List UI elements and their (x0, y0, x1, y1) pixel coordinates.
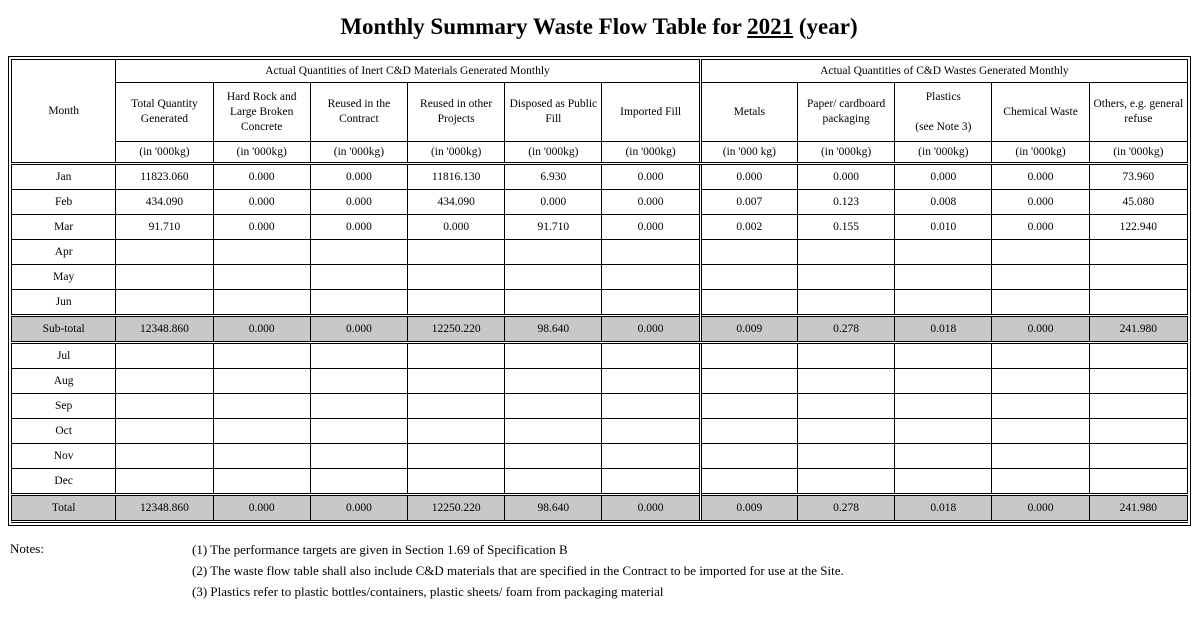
table-row (12, 444, 1188, 469)
value-cell (116, 369, 213, 394)
month-cell: Mar (12, 215, 116, 240)
value-cell (505, 419, 602, 444)
value-cell (116, 240, 213, 265)
unit-cell: (in '000kg) (213, 142, 310, 164)
column-header-label: Total Quantity Generated (131, 98, 198, 125)
value-cell: 0.000 (213, 215, 310, 240)
value-cell (505, 343, 602, 369)
value-cell (213, 394, 310, 419)
value-cell (602, 343, 700, 369)
value-cell: 122.940 (1089, 215, 1187, 240)
value-cell (700, 343, 797, 369)
table-body (12, 60, 1188, 522)
value-cell (895, 369, 992, 394)
value-cell (505, 369, 602, 394)
value-cell (213, 419, 310, 444)
value-cell: 0.018 (895, 495, 992, 522)
month-cell: Aug (12, 369, 116, 394)
month-cell: Jul (12, 343, 116, 369)
value-cell (213, 343, 310, 369)
value-cell (602, 444, 700, 469)
value-cell (505, 394, 602, 419)
unit-cell: (in '000kg) (895, 142, 992, 164)
value-cell: 0.000 (310, 190, 407, 215)
value-cell (310, 444, 407, 469)
value-cell (700, 369, 797, 394)
table-row (12, 394, 1188, 419)
group-header-inert: Actual Quantities of Inert C&D Materials Generated Monthly (116, 60, 700, 83)
value-cell (992, 343, 1089, 369)
value-cell: 0.000 (992, 316, 1089, 343)
unit-cell: (in '000kg) (602, 142, 700, 164)
value-cell (602, 419, 700, 444)
value-cell (895, 343, 992, 369)
value-cell (1089, 419, 1187, 444)
value-cell: 91.710 (116, 215, 213, 240)
value-cell: 0.018 (895, 316, 992, 343)
table-row (12, 265, 1188, 290)
value-cell (992, 444, 1089, 469)
value-cell (797, 444, 894, 469)
value-cell (992, 265, 1089, 290)
value-cell (1089, 469, 1187, 495)
value-cell (310, 469, 407, 495)
value-cell: 434.090 (116, 190, 213, 215)
unit-row (12, 142, 1188, 164)
column-header (408, 83, 505, 142)
month-cell: Apr (12, 240, 116, 265)
unit-cell: (in '000kg) (310, 142, 407, 164)
value-cell (797, 290, 894, 316)
value-cell: 0.000 (602, 164, 700, 190)
value-cell (602, 290, 700, 316)
notes-label: Notes: (10, 541, 44, 556)
value-cell (408, 419, 505, 444)
value-cell (310, 419, 407, 444)
value-cell (1089, 394, 1187, 419)
value-cell: 0.000 (602, 190, 700, 215)
value-cell (992, 290, 1089, 316)
value-cell (700, 419, 797, 444)
month-cell: Jun (12, 290, 116, 316)
month-cell: Jan (12, 164, 116, 190)
value-cell: 12348.860 (116, 495, 213, 522)
value-cell (700, 394, 797, 419)
value-cell (310, 290, 407, 316)
value-cell (895, 444, 992, 469)
value-cell: 0.000 (602, 215, 700, 240)
notes-list (192, 539, 844, 602)
value-cell (310, 369, 407, 394)
column-header-label: Chemical Waste (1003, 105, 1078, 118)
month-cell: Sep (12, 394, 116, 419)
column-header (797, 83, 894, 142)
value-cell: 434.090 (408, 190, 505, 215)
title-year: 2021 (747, 14, 794, 39)
group-header-row (12, 60, 1188, 83)
value-cell: 0.278 (797, 495, 894, 522)
value-cell: 0.000 (213, 495, 310, 522)
note-item: (1) The performance targets are given in Section 1.69 of Specification B (192, 542, 568, 557)
value-cell (602, 369, 700, 394)
value-cell (408, 290, 505, 316)
column-header-label: Disposed as Public Fill (509, 98, 598, 125)
value-cell (213, 240, 310, 265)
column-header-label: Reused in the Contract (327, 98, 391, 125)
value-cell: 0.009 (700, 495, 797, 522)
month-cell: May (12, 265, 116, 290)
column-header (992, 83, 1089, 142)
value-cell: 0.000 (310, 215, 407, 240)
month-cell: Oct (12, 419, 116, 444)
value-cell: 12250.220 (408, 316, 505, 343)
column-header (505, 83, 602, 142)
value-cell: 0.000 (408, 215, 505, 240)
value-cell: 0.000 (992, 495, 1089, 522)
value-cell (116, 265, 213, 290)
table-row (12, 495, 1188, 522)
value-cell (1089, 369, 1187, 394)
value-cell (895, 265, 992, 290)
column-header-label: Reused in other Projects (420, 98, 493, 125)
column-header (310, 83, 407, 142)
value-cell (700, 290, 797, 316)
column-header-label: Imported Fill (620, 105, 682, 118)
value-cell (116, 290, 213, 316)
value-cell: 0.009 (700, 316, 797, 343)
value-cell: 0.000 (213, 190, 310, 215)
value-cell (602, 469, 700, 495)
value-cell (1089, 444, 1187, 469)
note-item: (2) The waste flow table shall also include C&D materials that are specified in the Contract to be imported for use at the Site. (192, 563, 844, 578)
value-cell: 0.000 (797, 164, 894, 190)
value-cell: 241.980 (1089, 316, 1187, 343)
value-cell (116, 444, 213, 469)
plastics-note: (see Note 3) (915, 120, 972, 133)
value-cell (797, 265, 894, 290)
value-cell (797, 394, 894, 419)
value-cell (505, 290, 602, 316)
column-header (602, 83, 700, 142)
value-cell: 0.000 (310, 164, 407, 190)
value-cell (310, 240, 407, 265)
value-cell (700, 240, 797, 265)
value-cell (213, 444, 310, 469)
value-cell (505, 265, 602, 290)
value-cell (797, 343, 894, 369)
value-cell (602, 240, 700, 265)
value-cell (992, 240, 1089, 265)
value-cell (602, 394, 700, 419)
value-cell (992, 469, 1089, 495)
value-cell: 0.000 (213, 164, 310, 190)
value-cell (797, 469, 894, 495)
value-cell: 0.000 (310, 316, 407, 343)
table-row (12, 369, 1188, 394)
unit-cell: (in '000 kg) (700, 142, 797, 164)
value-cell (602, 265, 700, 290)
column-header (895, 83, 992, 142)
value-cell: 0.000 (213, 316, 310, 343)
value-cell: 0.278 (797, 316, 894, 343)
table-row (12, 190, 1188, 215)
value-cell (213, 469, 310, 495)
value-cell: 0.000 (992, 190, 1089, 215)
value-cell: 12250.220 (408, 495, 505, 522)
value-cell: 0.007 (700, 190, 797, 215)
value-cell (310, 265, 407, 290)
table-row (12, 290, 1188, 316)
unit-cell: (in '000kg) (1089, 142, 1187, 164)
value-cell (895, 240, 992, 265)
value-cell (895, 419, 992, 444)
month-cell: Nov (12, 444, 116, 469)
group-header-waste: Actual Quantities of C&D Wastes Generated Monthly (700, 60, 1187, 83)
value-cell: 241.980 (1089, 495, 1187, 522)
page-title (0, 14, 1198, 40)
unit-cell: (in '000kg) (505, 142, 602, 164)
value-cell: 0.155 (797, 215, 894, 240)
value-cell: 0.123 (797, 190, 894, 215)
column-header-label: Others, e.g. general refuse (1093, 98, 1184, 125)
value-cell (408, 469, 505, 495)
value-cell: 45.080 (1089, 190, 1187, 215)
note-item: (3) Plastics refer to plastic bottles/containers, plastic sheets/ foam from packaging material (192, 584, 664, 599)
value-cell (505, 240, 602, 265)
value-cell (700, 265, 797, 290)
value-cell (116, 343, 213, 369)
value-cell (505, 469, 602, 495)
month-cell: Dec (12, 469, 116, 495)
column-header-row (12, 83, 1188, 142)
value-cell (116, 419, 213, 444)
value-cell: 0.000 (602, 495, 700, 522)
value-cell (797, 419, 894, 444)
value-cell (992, 419, 1089, 444)
value-cell (213, 290, 310, 316)
value-cell (408, 265, 505, 290)
value-cell (408, 369, 505, 394)
waste-flow-table-frame (8, 56, 1191, 526)
value-cell: 0.000 (700, 164, 797, 190)
value-cell (700, 444, 797, 469)
value-cell (1089, 343, 1187, 369)
value-cell: 0.002 (700, 215, 797, 240)
value-cell: 98.640 (505, 495, 602, 522)
value-cell (1089, 265, 1187, 290)
value-cell: 11816.130 (408, 164, 505, 190)
column-header-label: Metals (733, 105, 766, 118)
value-cell: 6.930 (505, 164, 602, 190)
table-row (12, 419, 1188, 444)
month-cell: Sub-total (12, 316, 116, 343)
month-cell: Feb (12, 190, 116, 215)
value-cell (1089, 290, 1187, 316)
unit-cell: (in '000kg) (116, 142, 213, 164)
column-header (213, 83, 310, 142)
value-cell: 0.000 (992, 215, 1089, 240)
value-cell (116, 469, 213, 495)
value-cell: 12348.860 (116, 316, 213, 343)
value-cell (408, 343, 505, 369)
value-cell (992, 369, 1089, 394)
value-cell: 0.000 (310, 495, 407, 522)
value-cell (895, 290, 992, 316)
unit-cell: (in '000kg) (992, 142, 1089, 164)
table-row (12, 469, 1188, 495)
value-cell (895, 469, 992, 495)
value-cell (310, 343, 407, 369)
table-row (12, 215, 1188, 240)
table-row (12, 343, 1188, 369)
table-row (12, 316, 1188, 343)
value-cell (1089, 240, 1187, 265)
value-cell (408, 240, 505, 265)
month-header: Month (12, 60, 116, 164)
value-cell (797, 369, 894, 394)
unit-cell: (in '000kg) (408, 142, 505, 164)
table-row (12, 164, 1188, 190)
value-cell (213, 369, 310, 394)
unit-cell: (in '000kg) (797, 142, 894, 164)
value-cell: 11823.060 (116, 164, 213, 190)
column-header-label: Hard Rock and Large Broken Concrete (226, 90, 297, 133)
waste-flow-table (11, 59, 1188, 523)
value-cell: 0.000 (602, 316, 700, 343)
value-cell: 0.000 (992, 164, 1089, 190)
value-cell (116, 394, 213, 419)
value-cell (408, 444, 505, 469)
value-cell: 98.640 (505, 316, 602, 343)
value-cell (213, 265, 310, 290)
column-header (1089, 83, 1187, 142)
title-prefix: Monthly Summary Waste Flow Table for (340, 14, 742, 39)
month-cell: Total (12, 495, 116, 522)
value-cell (505, 444, 602, 469)
value-cell: 0.000 (895, 164, 992, 190)
value-cell (700, 469, 797, 495)
value-cell: 0.010 (895, 215, 992, 240)
table-row (12, 240, 1188, 265)
title-suffix: (year) (798, 14, 858, 39)
value-cell: 0.000 (505, 190, 602, 215)
value-cell: 73.960 (1089, 164, 1187, 190)
column-header (116, 83, 213, 142)
column-header-label: Paper/ cardboard packaging (806, 98, 886, 125)
value-cell: 91.710 (505, 215, 602, 240)
value-cell (310, 394, 407, 419)
column-header-label: Plastics (925, 90, 961, 103)
value-cell (992, 394, 1089, 419)
value-cell (895, 394, 992, 419)
value-cell: 0.008 (895, 190, 992, 215)
value-cell (797, 240, 894, 265)
column-header (700, 83, 797, 142)
value-cell (408, 394, 505, 419)
